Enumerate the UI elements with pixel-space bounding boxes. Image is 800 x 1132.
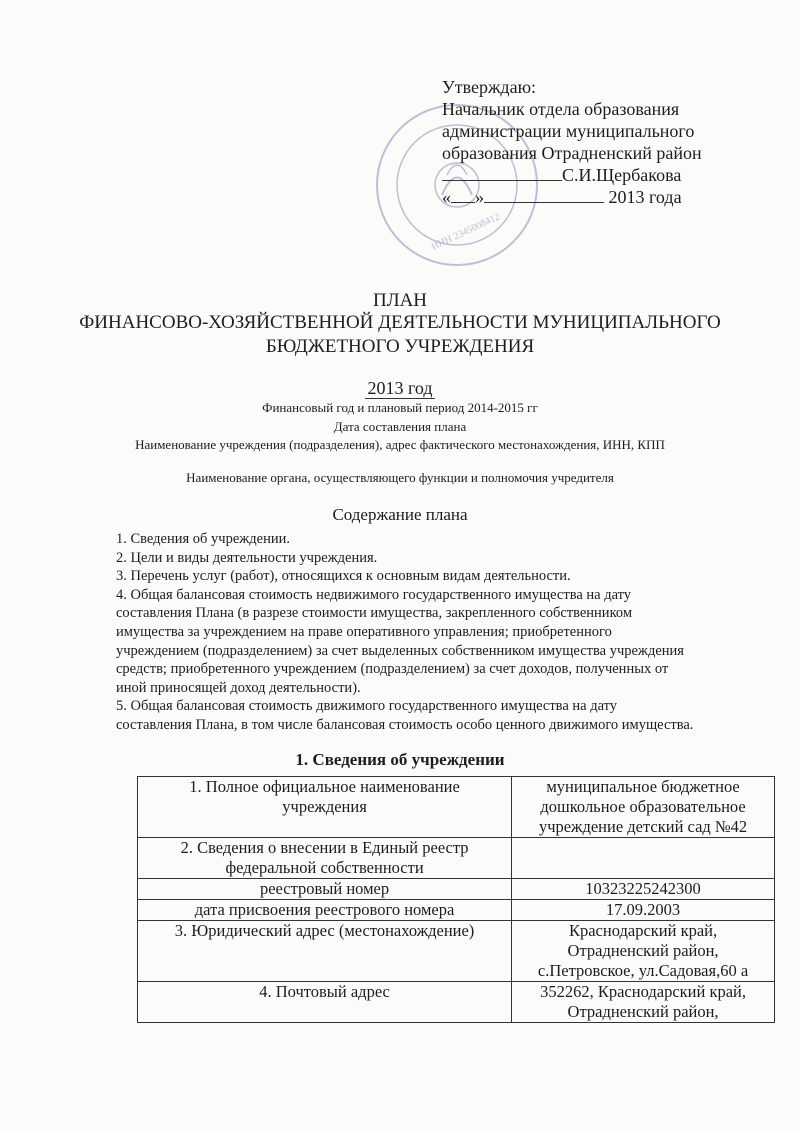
table-row xyxy=(138,982,775,1023)
row-label-line: дата присвоения реестрового номера xyxy=(194,900,455,919)
approval-line: Утверждаю: xyxy=(442,77,537,97)
signature-line xyxy=(442,164,562,181)
section1-title: 1. Сведения об учреждении xyxy=(295,750,505,769)
plan-title-line2: ФИНАНСОВО-ХОЗЯЙСТВЕННОЙ ДЕЯТЕЛЬНОСТИ МУНИЦИПАЛЬНОГО xyxy=(79,312,721,333)
contents-line: 1. Сведения об учреждении. xyxy=(116,531,291,547)
row-value-line: Отрадненский район, xyxy=(567,1002,719,1021)
contents-line: имущества за учреждением на праве оперативного управления; приобретенного xyxy=(116,623,612,640)
plan-year xyxy=(0,378,800,399)
row-value-line: муниципальное бюджетное xyxy=(546,777,740,796)
table-row xyxy=(138,921,775,982)
row-value xyxy=(512,879,775,900)
row-label xyxy=(138,777,512,838)
row-label-line: 2. Сведения о внесении в Единый реестр xyxy=(180,838,469,857)
date-row xyxy=(442,186,702,208)
row-label xyxy=(138,879,512,900)
stamp-inn-text: ИНН 2345008412 xyxy=(429,211,502,253)
row-label-line: реестровый номер xyxy=(259,879,390,898)
subtitle-date: Дата составления плана xyxy=(333,419,467,434)
date-open-quote: « xyxy=(442,187,451,207)
contents-line: иной приносящей доход деятельности). xyxy=(116,679,361,696)
approval-line: Начальник отдела образования xyxy=(442,99,680,119)
plan-title: ПЛАН xyxy=(372,290,428,311)
subtitle-period: Финансовый год и плановый период 2014-2015 гг xyxy=(262,400,538,415)
row-label-line: учреждения xyxy=(282,797,367,816)
row-label-line: 3. Юридический адрес (местонахождение) xyxy=(174,921,475,940)
table-row xyxy=(138,900,775,921)
contents-line: составления Плана (в разрезе стоимости имущества, закрепленного собственником xyxy=(116,605,633,622)
contents-line: средств; приобретенного учреждением (подразделением) за счет доходов, полученных от xyxy=(116,661,669,678)
row-value xyxy=(512,900,775,921)
contents-title: Содержание плана xyxy=(332,505,468,524)
row-label-line: 1. Полное официальное наименование xyxy=(189,777,460,796)
contents-line: 5. Общая балансовая стоимость движимого государственного имущества на дату xyxy=(116,698,618,715)
table-row xyxy=(138,879,775,900)
signature-row xyxy=(442,164,702,186)
row-value xyxy=(512,921,775,982)
row-value xyxy=(512,982,775,1023)
date-day-line xyxy=(451,186,475,203)
row-value xyxy=(512,777,775,838)
row-value-line: 352262, Краснодарский край, xyxy=(540,982,746,1001)
contents-list xyxy=(116,530,776,735)
contents-line: 4. Общая балансовая стоимость недвижимого государственного имущества на дату xyxy=(116,586,632,603)
row-value-line: Краснодарский край, xyxy=(568,921,718,940)
row-value-line: с.Петровское, ул.Садовая,60 а xyxy=(537,961,749,980)
plan-title-line3: БЮДЖЕТНОГО УЧРЕЖДЕНИЯ xyxy=(265,336,535,357)
row-value-line: дошкольное образовательное xyxy=(540,797,746,816)
date-month-line xyxy=(484,186,604,203)
row-label xyxy=(138,900,512,921)
row-value xyxy=(512,838,775,879)
row-label-line: федеральной собственности xyxy=(225,858,424,877)
contents-line: 3. Перечень услуг (работ), относящихся к основным видам деятельности. xyxy=(116,568,571,585)
row-label xyxy=(138,921,512,982)
row-label xyxy=(138,838,512,879)
approval-line: образования Отрадненский район xyxy=(442,143,702,163)
contents-line: составления Плана, в том числе балансовая стоимость особо ценного движимого имущества. xyxy=(116,716,694,733)
plan-year-text: 2013 год xyxy=(367,378,433,398)
row-label xyxy=(138,982,512,1023)
row-value-line: Отрадненский район, xyxy=(567,941,719,960)
date-close-quote: » xyxy=(475,187,484,207)
contents-line: учреждением (подразделением) за счет выделенных собственником имущества учреждения xyxy=(116,642,684,659)
institution-info-table xyxy=(137,776,775,1023)
contents-line: 2. Цели и виды деятельности учреждения. xyxy=(116,549,378,566)
approval-line: администрации муниципального xyxy=(442,121,695,141)
date-suffix: 2013 года xyxy=(608,187,682,207)
approval-block xyxy=(442,76,702,208)
signer-name: С.И.Щербакова xyxy=(562,165,682,185)
row-value-line: 17.09.2003 xyxy=(605,900,681,919)
subtitle-institution: Наименование учреждения (подразделения), адрес фактического местонахождения, ИНН, КПП xyxy=(135,437,665,452)
table-row xyxy=(138,838,775,879)
row-value-line: учреждение детский сад №42 xyxy=(538,817,748,836)
subtitle-founder: Наименование органа, осуществляющего функции и полномочия учредителя xyxy=(186,470,614,485)
row-label-line: 4. Почтовый адрес xyxy=(259,982,390,1001)
row-value-line: 10323225242300 xyxy=(585,879,701,898)
table-row xyxy=(138,777,775,838)
